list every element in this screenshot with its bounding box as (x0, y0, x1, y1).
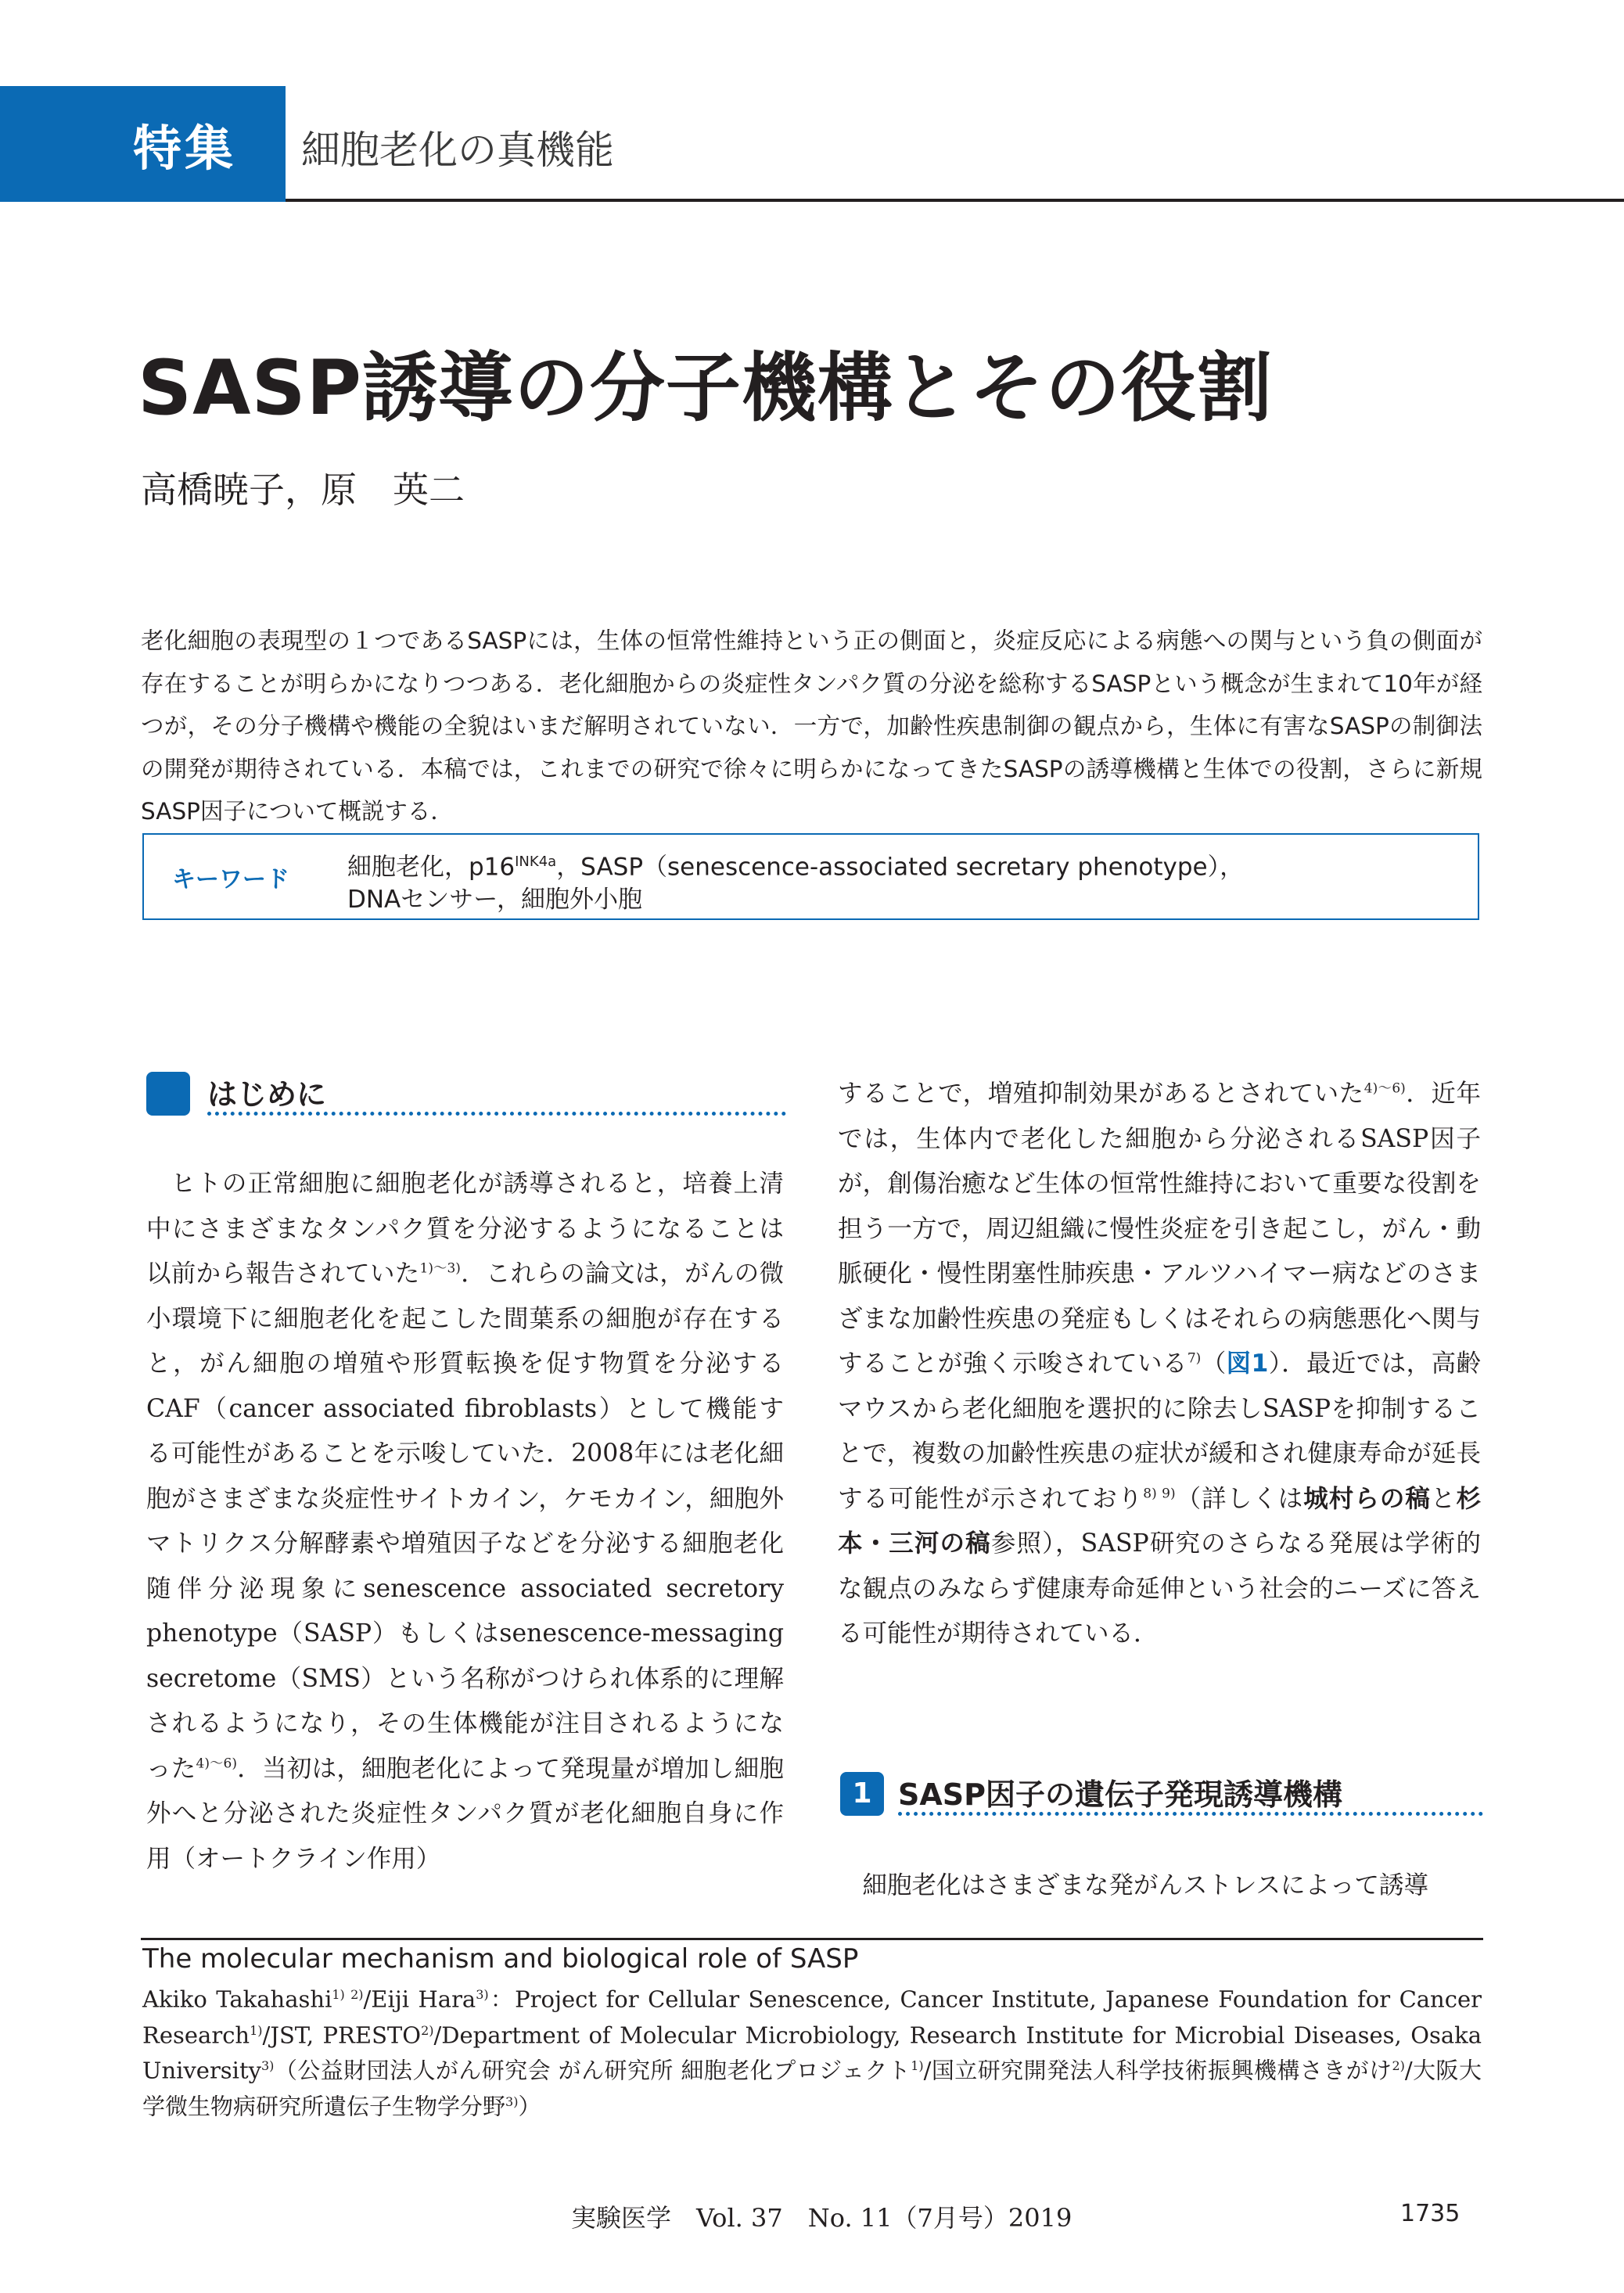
paragraph-text: ．近年では，生体内で老化した細胞から分泌されるSASP因子が，創傷治癒など生体の恒常性維持において重要な役割を担う一方で，周辺組織に慢性炎症を引き起こし，がん・動脈硬化・慢性閉塞性肺疾患・アルツハイマー病などのさまざまな加齢性疾患の発症もしくはそれらの病態悪化へ関与することが強く示唆されている (838, 1080, 1481, 1378)
author-affiliations (142, 1979, 1482, 2122)
section-underline (207, 1112, 786, 1116)
paragraph-continued (838, 1072, 1481, 1657)
affiliation-text: /国立研究開発法人科学技術振興機構さきがけ (923, 2057, 1392, 2084)
affiliation-text: /大阪大学微生物病研究所遺伝子生物学分野 (142, 2057, 1482, 2120)
right-column-section1 (838, 1864, 1481, 1909)
affiliation-text: Akiko Takahashi (142, 1986, 332, 2013)
keywords-box (142, 833, 1479, 920)
right-column (838, 1072, 1481, 1657)
abstract: 老化細胞の表現型の１つであるSASPには，生体の恒常性維持という正の側面と，炎症反応による病態への関与という負の側面が存在することが明らかになりつつある．老化細胞からの炎症性タンパク質の分泌を総称するSASPという概念が生まれて10年が経つが，その分子機構や機能の全貌はいまだ解明されていない．一方で，加齢性疾患制御の観点から，生体に有害なSASPの制御法の開発が期待されている．本稿では，これまでの研究で徐々に明らかになってきたSASPの誘導機構と生体での役割，さらに新規SASP因子について概説する． (141, 627, 1483, 825)
affiliation-mark: 3) (261, 2058, 275, 2074)
affiliation-text: ：Project for Cellular Senescence, Cancer Institute, Japanese Foundation for Cancer Research (142, 1986, 1482, 2049)
section-title-1: SASP因子の遺伝子発現誘導機構 (898, 1777, 1342, 1812)
paragraph-text: ）．最近では，高齢マウスから老化細胞を選択的に除去しSASPを抑制することで，複数の加齢性疾患の症状が緩和され健康寿命が延長する可能性が示されており (838, 1350, 1481, 1513)
paragraph-text: 参照），SASP研究のさらなる発展は学術的な観点のみならず健康寿命延伸という社会的ニーズに答える可能性が期待されている． (838, 1529, 1481, 1648)
paren-open: （ (1201, 1350, 1227, 1378)
citation: 1)～3) (419, 1260, 461, 1277)
header-tag: 特集 (133, 120, 237, 177)
journal-citation: 実験医学 Vol. 37 No. 11（7月号）2019 (571, 2203, 1072, 2233)
citation: 4)～6) (196, 1756, 237, 1771)
citation: 4)～6) (1364, 1080, 1406, 1097)
page-number: 1735 (1400, 2200, 1461, 2227)
keywords-line1-b: ，SASP（senescence-associated secretary phenotype）， (556, 853, 1245, 882)
citation: 7) (1187, 1350, 1202, 1367)
paragraph-text: ．これらの論文は，がんの微小環境下に細胞老化を起こした間葉系の細胞が存在すると，がん細胞の増殖や形質転換を促す物質を分泌するCAF（cancer associated fibroblasts）として機能する可能性があることを示唆していた．2008年には老化細胞がさまざまな炎症性サイトカイン，ケモカイン，細胞外マトリクス分解酵素や増殖因子などを分泌する細胞老化随伴分泌現象にsenescence associated secretory phenotype（SASP）もしくはsenescence-messaging secretome（SMS）という名称がつけられ体系的に理解されるようになり，その生体機能が注目されるようになった (146, 1260, 784, 1783)
keywords-line1-a: 細胞老化，p16 (347, 853, 516, 882)
affiliation-mark: 2) (1392, 2058, 1405, 2074)
article-authors: 高橋暁子，原 英二 (141, 469, 465, 511)
cross-reference: 城村らの稿 (1303, 1484, 1431, 1513)
affiliation-text: ） (518, 2093, 541, 2120)
header-rule (286, 199, 1624, 202)
keywords-line2: DNAセンサー，細胞外小胞 (347, 886, 643, 915)
keywords-superscript: INK4a (515, 854, 557, 870)
paragraph-text: ．当初は，細胞老化によって発現量が増加し細胞外へと分泌された炎症性タンパク質が老化細胞自身に作用（オートクライン作用） (146, 1754, 784, 1873)
section-underline (898, 1812, 1483, 1816)
affiliation-text: （公益財団法人がん研究会 がん研究所 細胞老化プロジェクト (274, 2057, 911, 2084)
section-number: 1 (840, 1772, 884, 1816)
affiliation-mark: 3) (476, 1987, 489, 2002)
paragraph-intro (146, 1162, 784, 1881)
affiliation-text: /JST, PRESTO (262, 2022, 422, 2049)
citation: 8) 9) (1143, 1486, 1176, 1501)
series-title: 細胞老化の真機能 (301, 128, 614, 173)
footnote-rule (141, 1938, 1483, 1940)
affiliation-mark: 2) (421, 2022, 434, 2038)
paragraph-text: と (1430, 1484, 1457, 1513)
section-title-intro: はじめに (207, 1077, 327, 1112)
affiliation-text: /Department of Molecular Microbiology, Research Institute for Microbial Diseases, Osaka University (142, 2022, 1482, 2084)
paragraph-text: （詳しくは (1175, 1484, 1304, 1513)
paragraph-text: ヒトの正常細胞に細胞老化が誘導されると，培養上清中にさまざまなタンパク質を分泌するようになることは以前から報告されていた (146, 1170, 784, 1288)
affiliation-mark: 1) (911, 2058, 924, 2074)
affiliation-mark: 1) (250, 2022, 263, 2038)
keywords-text (347, 846, 1458, 916)
section-marker (146, 1072, 190, 1116)
cross-reference: 杉本・三河の稿 (838, 1484, 1481, 1558)
affiliation-text: /Eiji Hara (363, 1986, 476, 2013)
english-title: The molecular mechanism and biological role of SASP (142, 1943, 859, 1975)
figure-link[interactable]: 図1 (1226, 1350, 1269, 1378)
affiliation-mark: 3) (505, 2094, 519, 2109)
article-title: SASP誘導の分子機構とその役割 (138, 344, 1273, 432)
paragraph-section1: 細胞老化はさまざまな発がんストレスによって誘導 (862, 1871, 1429, 1899)
affiliation-mark: 1) 2) (332, 1987, 364, 2002)
keywords-label: キーワード (172, 866, 289, 893)
left-column (146, 1162, 784, 1881)
paragraph-text: することで，増殖抑制効果があるとされていた (838, 1080, 1364, 1108)
